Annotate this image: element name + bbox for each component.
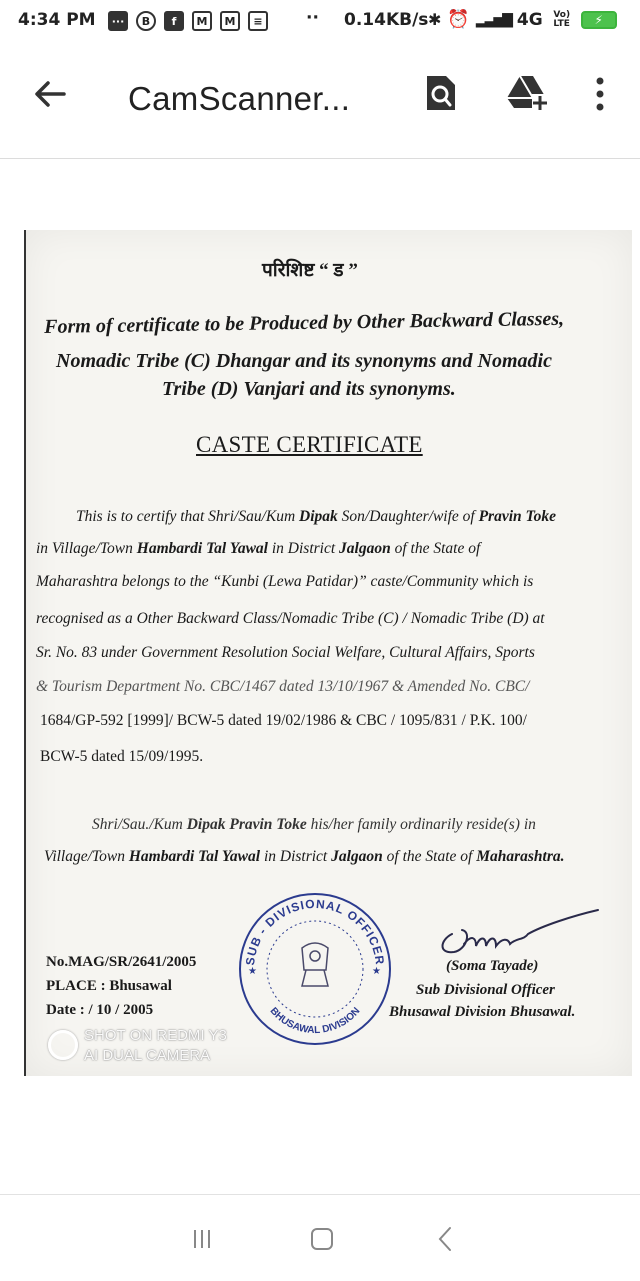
signatory-name: (Soma Tayade) [446,958,539,974]
signatory-office: Bhusawal Division Bhusawal. [389,1004,576,1020]
svg-text:SUB - DIVISIONAL OFFICER: SUB - DIVISIONAL OFFICER [243,896,388,967]
facebook-icon: f [164,11,184,31]
certificate-place: PLACE : Bhusawal [46,978,172,994]
nav-back-icon[interactable] [434,1225,458,1253]
para1-line-8: BCW-5 dated 15/09/1995. [40,748,204,765]
app-bar [0,44,640,159]
recent-apps-icon[interactable] [190,1227,214,1251]
status-right [428,9,617,30]
para1-line-6: & Tourism Department No. CBC/1467 dated 13/10/1967 & Amended No. CBC/ [36,678,530,695]
messages-icon: ··· [108,11,128,31]
b-icon: B [136,11,156,31]
para1-line-4: recognised as a Other Backward Class/Nomadic Tribe (C) / Nomadic Tribe (D) at [36,610,545,627]
network-speed: 0.14KB/s [344,10,429,30]
svg-text:★: ★ [248,966,257,977]
network-type: 4G [516,9,543,30]
status-bar [0,0,640,44]
signal-icon: ▂▃▅▇ [475,11,511,28]
alarm-icon: ⏰ [447,9,470,30]
camera-watermark: SHOT ON REDMI Y3 AI DUAL CAMERA [84,1027,227,1064]
document-icon: ≡ [248,11,268,31]
form-heading-line-2: Nomadic Tribe (C) Dhangar and its synonyms and Nomadic [56,350,552,372]
signature [432,904,602,962]
document-page[interactable] [14,230,626,1076]
more-notifications-icon: ·· [306,8,319,28]
home-icon[interactable] [310,1227,334,1251]
para1-line-7: 1684/GP-592 [1999]/ BCW-5 dated 19/02/1986 & CBC / 1095/831 / P.K. 100/ [40,712,527,729]
para1-line-3: Maharashtra belongs to the “Kunbi (Lewa Patidar)” caste/Community which is [36,573,534,590]
gmail-icon: M [192,11,212,31]
form-heading-line-1: Form of certificate to be Produced by Other Backward Classes, [44,307,565,338]
notification-icons [108,11,268,31]
add-to-drive-icon[interactable] [506,74,548,112]
status-time: 4:34 PM [18,10,96,30]
document-title: CamScanner... [128,80,351,117]
more-options-icon[interactable] [590,74,610,114]
bluetooth-icon: ✱ [428,10,442,29]
search-in-document-icon[interactable] [424,74,458,112]
system-nav-bar [0,1194,640,1281]
camera-watermark-icon [48,1030,78,1060]
svg-text:BHUSAWAL DIVISION: BHUSAWAL DIVISION [267,1005,363,1037]
para1-line-2: in Village/Town Hambardi Tal Yawal in District Jalgaon of the State of [36,540,481,557]
signatory-designation: Sub Divisional Officer [416,982,555,998]
official-seal [236,890,394,1048]
volte-icon: Vo) LTE [553,9,571,29]
para2-line-1: Shri/Sau./Kum Dipak Pravin Toke his/her family ordinarily reside(s) in [92,816,536,833]
certificate-title: CASTE CERTIFICATE [196,432,423,457]
certificate-date: Date : / 10 / 2005 [46,1002,154,1018]
caste-certificate [14,230,640,1076]
para1-line-5: Sr. No. 83 under Government Resolution Social Welfare, Cultural Affairs, Sports [36,644,535,661]
form-heading-line-3: Tribe (D) Vanjari and its synonyms. [162,378,456,400]
hindi-heading: परिशिष्ट “ ड ” [262,260,358,281]
back-arrow-icon[interactable] [30,74,70,114]
para1-line-1: This is to certify that Shri/Sau/Kum Dipak Son/Daughter/wife of Pravin Toke [76,508,556,525]
gmail-icon: M [220,11,240,31]
svg-text:★: ★ [372,966,381,977]
certificate-number: No.MAG/SR/2641/2005 [46,954,197,970]
battery-icon: ⚡ [581,11,617,29]
para2-line-2: Village/Town Hambardi Tal Yawal in District Jalgaon of the State of Maharashtra. [44,848,565,865]
